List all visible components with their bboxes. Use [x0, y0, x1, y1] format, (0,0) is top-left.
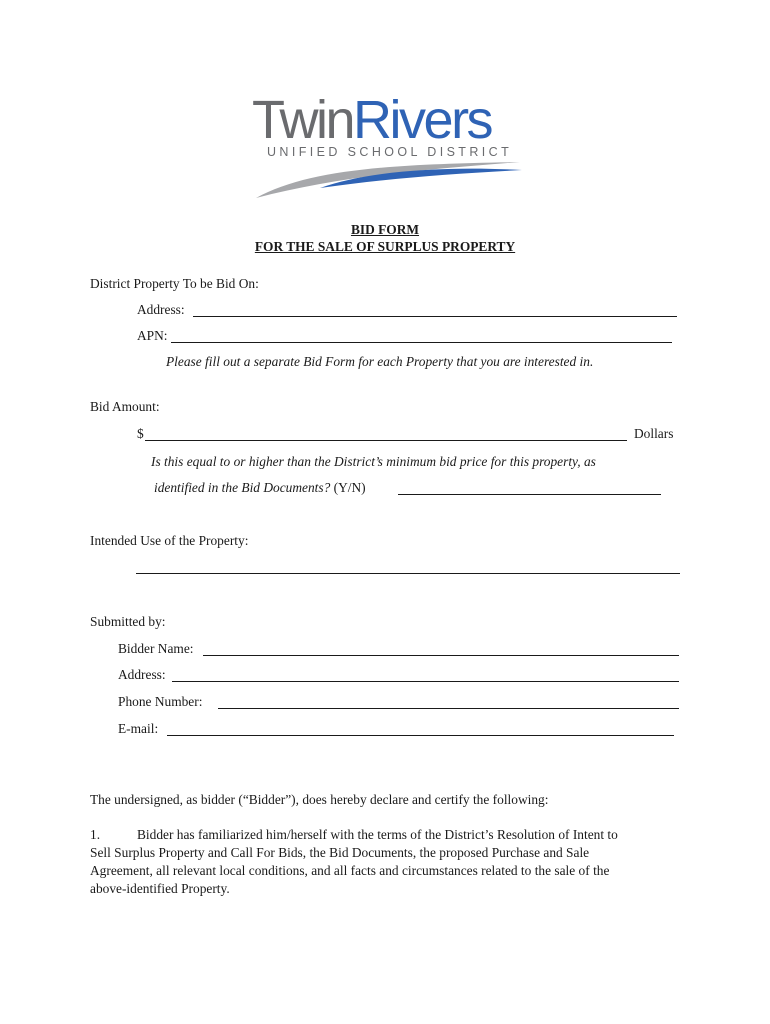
logo-word-rivers: Rivers [353, 90, 492, 150]
intended-use-field[interactable] [136, 573, 680, 574]
minimum-bid-question-line2 [154, 480, 366, 496]
submitted-by-heading: Submitted by: [90, 614, 166, 629]
bid-amount-field[interactable] [145, 440, 627, 441]
river-swoosh-icon [250, 160, 530, 202]
yn-label: (Y/N) [333, 480, 366, 495]
bid-amount-heading: Bid Amount: [90, 399, 160, 414]
item-1-line1: Bidder has familiarized him/herself with the terms of the District’s Resolution of Intent to [137, 827, 618, 842]
declaration-intro: The undersigned, as bidder (“Bidder”), does hereby declare and certify the following: [90, 792, 549, 807]
item-1-line3: Agreement, all relevant local conditions, and all facts and circumstances related to the sale of the [90, 863, 610, 878]
apn-field[interactable] [171, 342, 672, 343]
separate-form-note: Please fill out a separate Bid Form for each Property that you are interested in. [166, 354, 594, 369]
email-label: E-mail: [118, 721, 159, 736]
minimum-bid-question: Is this equal to or higher than the District’s minimum bid price for this property, as [151, 454, 596, 469]
item-1-line2: Sell Surplus Property and Call For Bids, the Bid Documents, the proposed Purchase and Sale [90, 845, 590, 860]
email-field[interactable] [167, 735, 674, 736]
form-title: BID FORM [350, 222, 420, 237]
logo-subtitle: UNIFIED SCHOOL DISTRICT [267, 145, 513, 159]
form-subtitle: FOR THE SALE OF SURPLUS PROPERTY [254, 239, 516, 254]
district-logo [250, 92, 530, 202]
logo-wordmark [252, 92, 491, 148]
item-1-number: 1. [90, 827, 101, 842]
property-address-label: Address: [137, 302, 185, 317]
apn-label: APN: [137, 328, 168, 343]
bidder-name-field[interactable] [203, 655, 679, 656]
bidder-name-label: Bidder Name: [118, 641, 194, 656]
question-line2-text: identified in the Bid Documents? [154, 480, 331, 495]
intended-use-heading: Intended Use of the Property: [90, 533, 249, 548]
yn-answer-field[interactable] [398, 494, 661, 495]
dollar-sign: $ [137, 426, 144, 441]
property-address-field[interactable] [193, 316, 677, 317]
phone-field[interactable] [218, 708, 679, 709]
item-1-line4: above-identified Property. [90, 881, 230, 896]
dollars-label: Dollars [634, 426, 674, 441]
bidder-address-label: Address: [118, 667, 166, 682]
property-heading: District Property To be Bid On: [90, 276, 259, 291]
logo-word-twin: Twin [252, 90, 354, 150]
phone-label: Phone Number: [118, 694, 203, 709]
bidder-address-field[interactable] [172, 681, 679, 682]
